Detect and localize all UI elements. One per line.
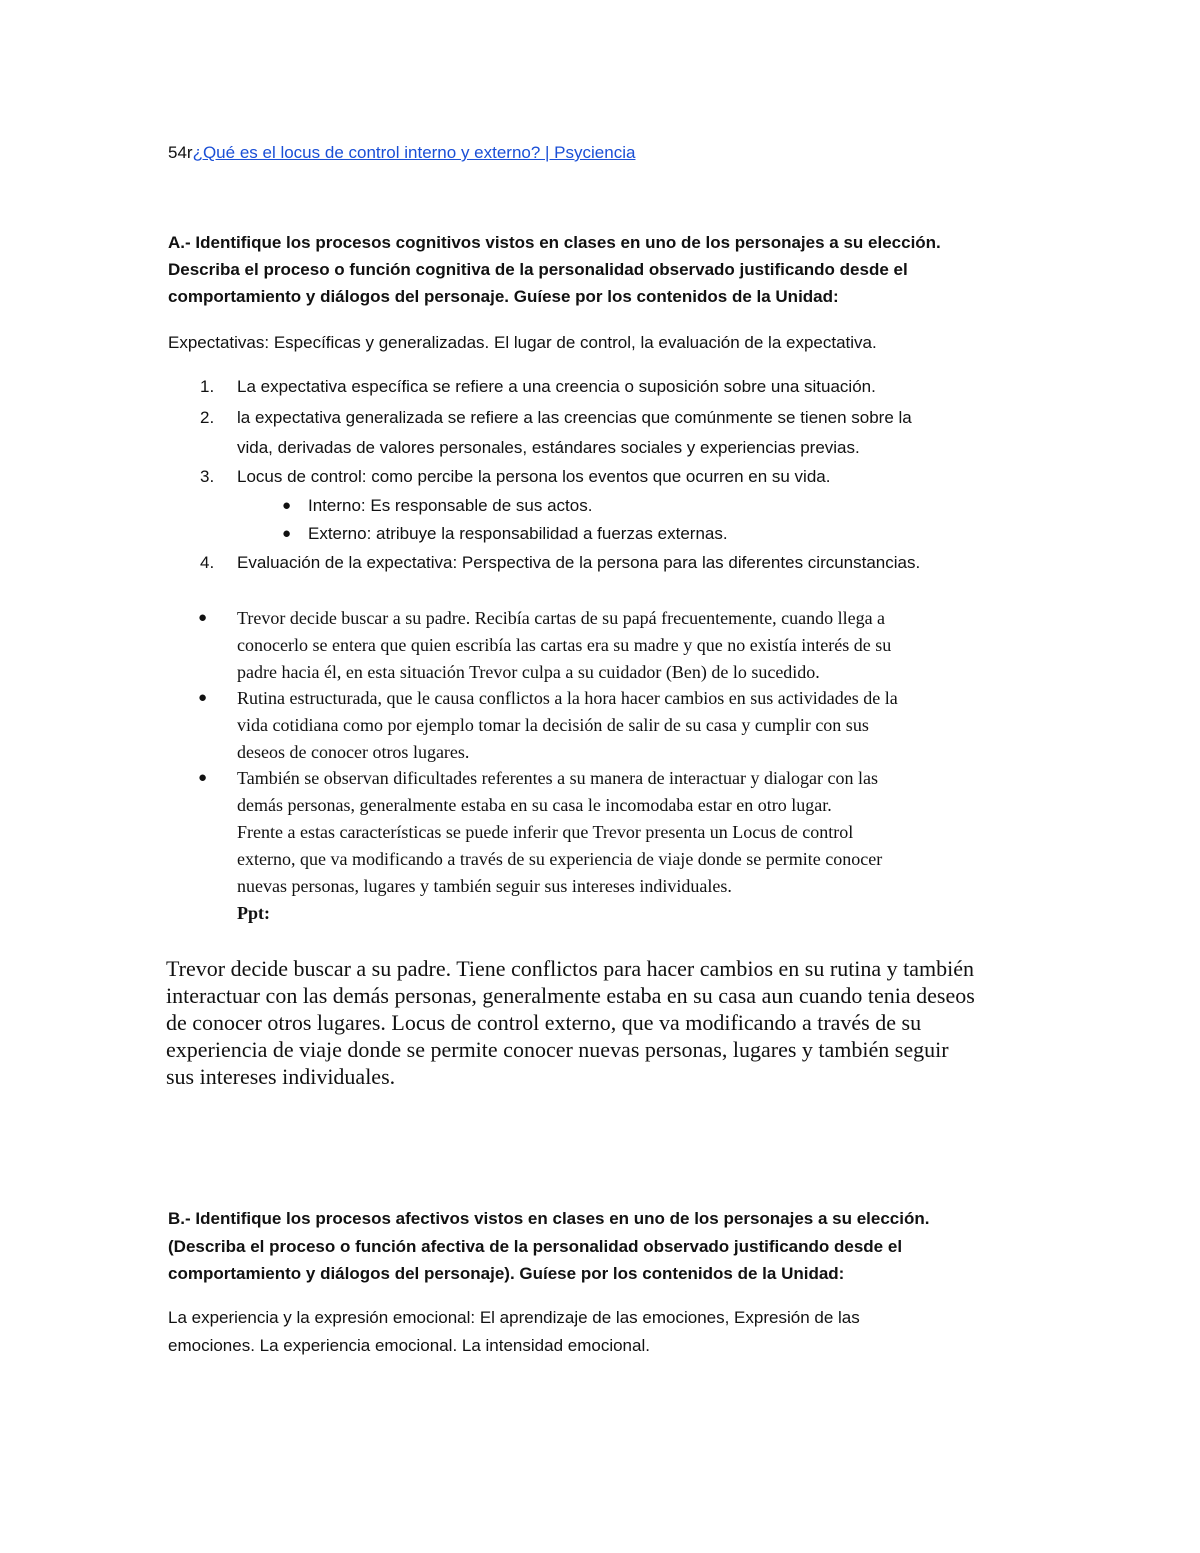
bullet-text: Rutina estructurada, que le causa conflictos a la hora hacer cambios en sus actividades de la (237, 688, 898, 708)
section-a-heading-line-2: Describa el proceso o función cognitiva de la personalidad observado justificando desde el (168, 260, 908, 279)
bullet-text: Trevor decide buscar a su padre. Recibía cartas de su papá frecuentemente, cuando llega a (237, 608, 886, 628)
summary-line-3: de conocer otros lugares. Locus de control externo, que va modificando a través de su (166, 1010, 922, 1035)
bullet-text: Externo: atribuye la responsabilidad a fuerzas externas. (308, 524, 728, 543)
list-number: 3. (200, 467, 215, 486)
bullet-text: vida cotidiana como por ejemplo tomar la decisión de salir de su casa y cumplir con sus (237, 715, 869, 735)
summary-line-5: sus intereses individuales. (166, 1064, 396, 1089)
list-text: Evaluación de la expectativa: Perspectiva de la persona para las diferentes circunstancias. (237, 553, 921, 572)
bullet-text: conocerlo se entera que quien escribía las cartas era su madre y que no existía interés de su (237, 635, 892, 655)
bullet-text: Frente a estas características se puede inferir que Trevor presenta un Locus de control (237, 822, 854, 842)
summary-line-2: interactuar con las demás personas, generalmente estaba en su casa aun cuando tenia deseos (166, 983, 975, 1008)
list-text: La expectativa específica se refiere a una creencia o suposición sobre una situación. (237, 377, 876, 396)
list-text: Locus de control: como percibe la persona los eventos que ocurren en su vida. (237, 467, 831, 486)
section-a-heading-line-1: A.- Identifique los procesos cognitivos vistos en clases en uno de los personajes a su elección. (168, 233, 941, 252)
bullet-text: Interno: Es responsable de sus actos. (308, 496, 593, 515)
section-b-heading-line-1: B.- Identifique los procesos afectivos vistos en clases en uno de los personajes a su elección. (168, 1209, 930, 1228)
bullet-text: padre hacia él, en esta situación Trevor culpa a su cuidador (Ben) de lo sucedido. (237, 662, 820, 682)
bullet-text: También se observan dificultades referentes a su manera de interactuar y dialogar con las (237, 768, 878, 788)
bullet-icon: ● (198, 769, 208, 786)
section-a-intro: Expectativas: Específicas y generalizadas. El lugar de control, la evaluación de la expectativa. (168, 333, 877, 352)
ppt-label: Ppt: (237, 903, 270, 923)
bullet-icon: ● (198, 689, 208, 706)
list-number: 4. (200, 553, 215, 572)
summary-line-1: Trevor decide buscar a su padre. Tiene conflictos para hacer cambios en su rutina y también (166, 956, 975, 981)
section-b-body-line-1: La experiencia y la expresión emocional: El aprendizaje de las emociones, Expresión de las (168, 1308, 860, 1327)
section-b-heading-line-2: (Describa el proceso o función afectiva de la personalidad observado justificando desde el (168, 1237, 903, 1256)
summary-line-4: experiencia de viaje donde se permite conocer nuevas personas, lugares y también seguir (166, 1037, 949, 1062)
bullet-icon: ● (282, 497, 292, 514)
list-text: vida, derivadas de valores personales, estándares sociales y experiencias previas. (237, 438, 860, 457)
bullet-icon: ● (198, 609, 208, 626)
source-link[interactable]: ¿Qué es el locus de control interno y externo? | Psyciencia (192, 143, 636, 162)
bullet-text: nuevas personas, lugares y también seguir sus intereses individuales. (237, 876, 732, 896)
bullet-text: demás personas, generalmente estaba en su casa le incomodaba estar en otro lugar. (237, 795, 832, 815)
list-number: 1. (200, 377, 215, 396)
list-number: 2. (200, 408, 215, 427)
link-prefix: 54r (168, 143, 193, 162)
section-b-heading-line-3: comportamiento y diálogos del personaje). Guíese por los contenidos de la Unidad: (168, 1264, 845, 1283)
source-link-line (168, 140, 1068, 166)
bullet-icon: ● (282, 525, 292, 542)
section-b-body-line-2: emociones. La experiencia emocional. La intensidad emocional. (168, 1336, 650, 1355)
section-a-heading-line-3: comportamiento y diálogos del personaje. Guíese por los contenidos de la Unidad: (168, 287, 839, 306)
list-text: la expectativa generalizada se refiere a las creencias que comúnmente se tienen sobre la (237, 408, 912, 427)
bullet-text: externo, que va modificando a través de su experiencia de viaje donde se permite conocer (237, 849, 883, 869)
bullet-text: deseos de conocer otros lugares. (237, 742, 470, 762)
